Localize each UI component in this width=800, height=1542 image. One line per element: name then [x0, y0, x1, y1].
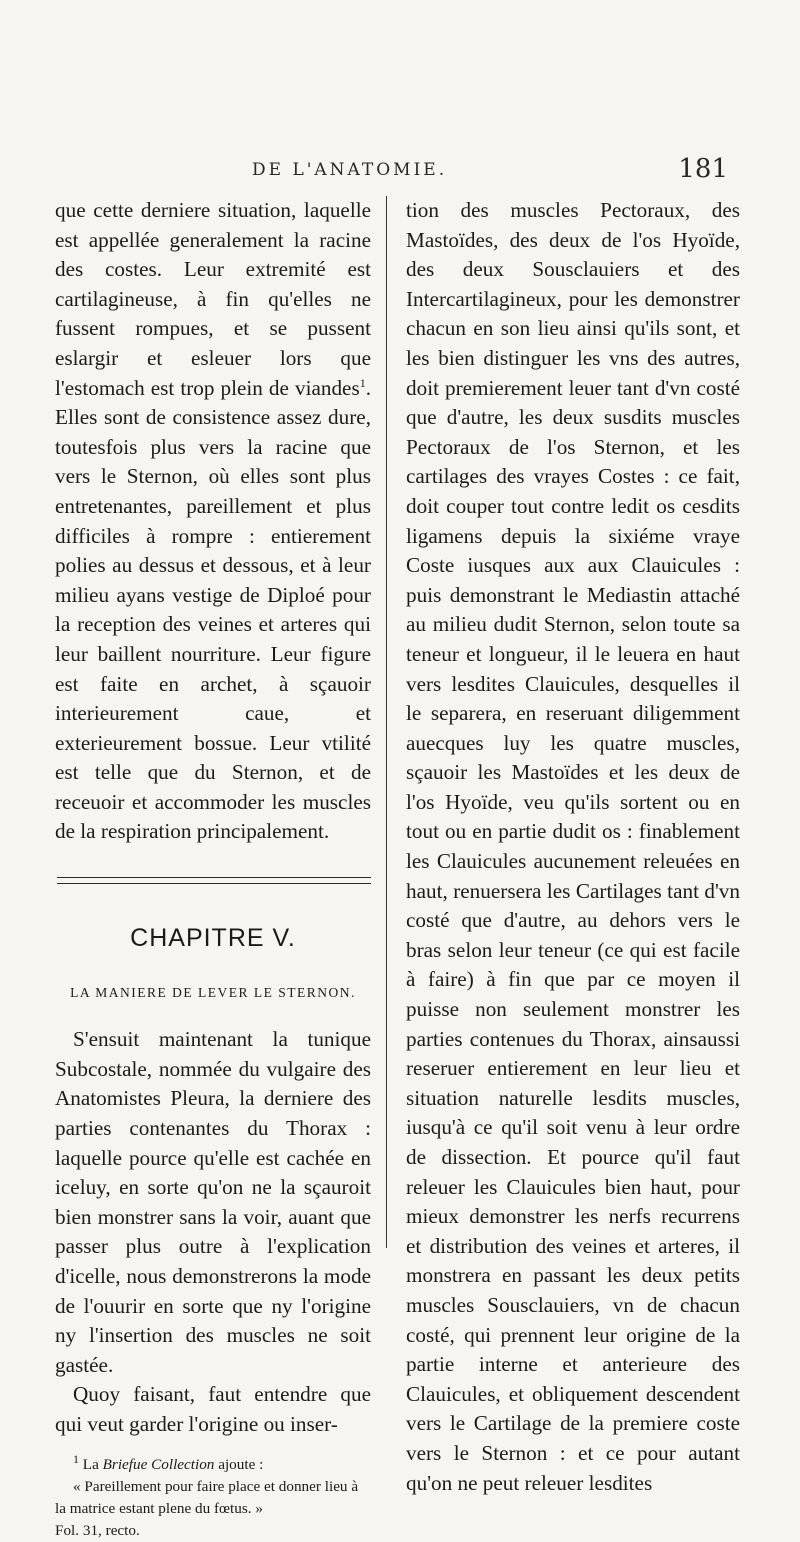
- footnote-quote: « Pareillement pour faire place et donner lieu à la matrice estant plene du fœtus. »: [55, 1477, 359, 1517]
- running-head: DE L'ANATOMIE.: [252, 160, 448, 180]
- footnote-1: [55, 1451, 371, 1476]
- footnote-number: 1: [73, 1451, 79, 1466]
- page-number: 181: [678, 154, 728, 184]
- footnote-prefix: La: [82, 1455, 99, 1473]
- paragraph-right: tion des muscles Pectoraux, des Mastoïdes, des deux de l'os Hyoïde, des deux Sousclauiers et des Intercartilagineux, pour les demonstrer chacun en son lieu ainsi qu'ils sont, et les bien distinguer les vns des autres, doit premierement leuer tant d'vn costé que d'autre, les deux susdits muscles Pectoraux de l'os Sternon, et les cartilages des vrayes Costes : ce fait, doit couper tout contre ledit os cesdits ligamens depuis la sixiéme vraye Coste iusques aux aux Clauicules : puis demonstrant le Mediastin attaché au milieu dudit Sternon, selon toute sa teneur et longueur, il le leuera en haut vers lesdites Clauicules, desquelles il le separera, en reseruant diligemment auecques luy les quatre muscles, sçauoir les Mastoïdes et les deux de l'os Hyoïde, veu qu'ils sortent ou en tout ou en partie dudit os : finablement les Clauicules aucunement releuées en haut, renuersera les Cartilages tant d'vn costé que d'autre, au dehors vers le bras selon leur teneur (ce qui est facile à faire) à fin que par ce moyen il puisse non seulement monstrer les parties contenues du Thorax, ainsaussi reseruer entierement en leur lieu et situation naturelle lesdits muscles, iusqu'à ce qu'il soit venu à leur ordre de dissection. Et pource qu'il faut releuer les Clauicules bien haut, pour mieux demonstrer les nerfs recurrens et distribution des veines et arteres, il monstrera en passant les deux petits muscles Sousclauiers, vn de chacun costé, qui prennent leur origine de la partie interne et anterieure des Clauicules, et obliquement descendent vers le Cartilage de la premiere coste vers le Sternon : et ce pour autant qu'on ne peut releuer lesdites: [406, 198, 740, 1495]
- left-column: [55, 196, 371, 1542]
- footnote-source-title: Briefue Collection: [102, 1455, 215, 1473]
- chapter-title: CHAPITRE V.: [130, 924, 296, 953]
- chapter-subtitle: LA MANIERE DE LEVER LE STERNON.: [70, 984, 356, 1000]
- footnotes: [55, 1451, 371, 1542]
- column-rule: [386, 196, 387, 1248]
- paragraph-ribs-text: que cette derniere situation, laquelle est appellée generalement la racine des costes. Leur extremité est cartilagineuse, à fin qu'elles ne fussent rompues, et se pussent eslargir et esleuer lors que l'estomach est trop plein de viandes: [55, 198, 371, 400]
- footnote-folio: Fol. 31, recto.: [55, 1521, 140, 1539]
- paragraph-quoy-faisant: Quoy faisant, faut entendre que qui veut garder l'origine ou inser-: [55, 1382, 371, 1436]
- paragraph-ribs-continued: . Elles sont de consistence assez dure, toutesfois plus vers la racine que vers le Sternon, où elles sont plus entretenantes, pareillement et plus difficiles à rompre : entierement polies au dessus et dessous, et à leur milieu ayans vestige de Diploé pour la reception des veines et arteres qui leur baillent nourriture. Leur figure est faite en archet, à sçauoir interieurement caue, et exterieurement bossue. Leur vtilité est telle que du Sternon, et de receuoir et accommoder les muscles de la respiration principalement.: [55, 375, 371, 844]
- chapter-divider: [57, 877, 371, 884]
- right-column: [406, 196, 740, 1498]
- footnote-ref: 1: [359, 375, 366, 390]
- paragraph-pleura: S'ensuit maintenant la tunique Subcostale, nommée du vulgaire des Anatomistes Pleura, la derniere des parties contenantes du Thorax : laquelle pource qu'elle est cachée en iceluy, en sorte qu'on ne la sçauroit bien monstrer sans la voir, auant que passer plus outre à l'explication d'icelle, nous demonstrerons la mode de l'ouurir en sorte que ny l'origine ny l'insertion des muscles ne soit gastée.: [55, 1027, 371, 1377]
- footnote-suffix: ajoute :: [218, 1455, 264, 1473]
- paragraph-ribs: [55, 196, 371, 847]
